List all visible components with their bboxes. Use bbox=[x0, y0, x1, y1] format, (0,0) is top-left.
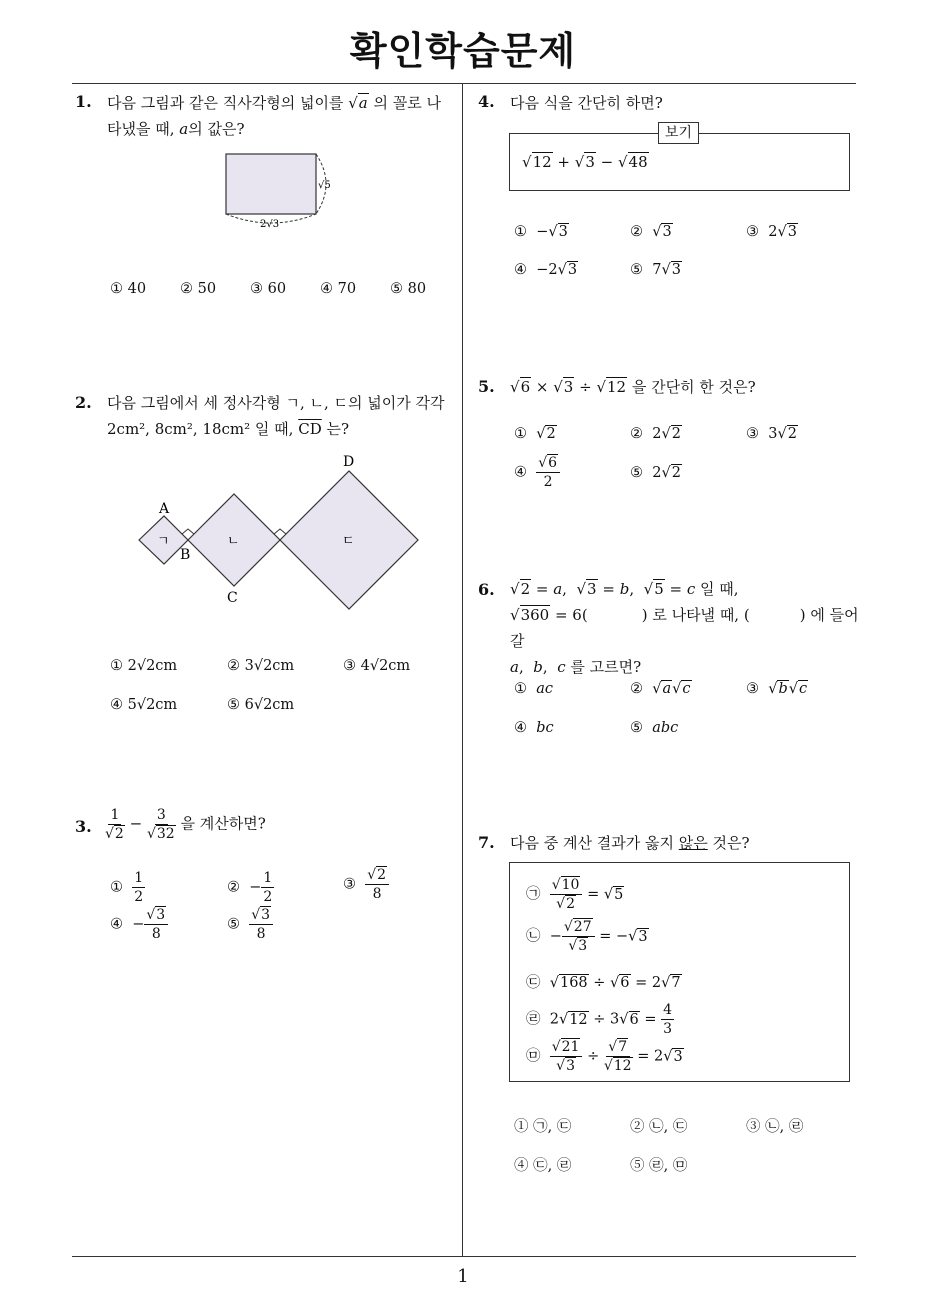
q1-var: a bbox=[179, 120, 189, 138]
q6-number: 6. bbox=[478, 580, 495, 599]
q3-stem: $\frac{1}{√2}$ − $\frac{3}{√32}$ 을 계산하면? bbox=[105, 807, 266, 842]
q2-option-3[interactable]: ③ 4√2cm bbox=[343, 658, 411, 674]
q7-option-3[interactable]: ③ ㉡, ㉣ bbox=[746, 1119, 804, 1135]
q2-number: 2. bbox=[75, 393, 92, 412]
q4-option-1[interactable]: ① −√3 bbox=[514, 224, 568, 240]
q6-line3-end: 를 고르면? bbox=[570, 658, 642, 676]
square-d-label: ㄷ bbox=[342, 534, 355, 549]
q2-squares-figure bbox=[132, 452, 432, 617]
label-c: C bbox=[227, 590, 238, 606]
q1-option-2[interactable]: ② 50 bbox=[180, 281, 217, 297]
q5-option-3[interactable]: ③ 3√2 bbox=[746, 426, 797, 442]
q6-option-1[interactable]: ① ac bbox=[514, 681, 553, 697]
q5-number: 5. bbox=[478, 377, 495, 396]
q6-line2-a: ) 로 나타낼 때, ( bbox=[641, 606, 750, 624]
q4-option-2[interactable]: ② √3 bbox=[630, 224, 672, 240]
q1-text-b: 의 꼴로 나 bbox=[373, 94, 442, 112]
q2-option-4[interactable]: ④ 5√2cm bbox=[110, 697, 178, 713]
q1-sqrt-a: √a bbox=[348, 94, 368, 112]
q4-box-tag: 보기 bbox=[658, 122, 699, 144]
q1-option-3[interactable]: ③ 60 bbox=[250, 281, 287, 297]
q5-stem: √6 × √3 ÷ √12 을 간단히 한 것은? bbox=[510, 378, 756, 396]
q7-option-4[interactable]: ④ ㉢, ㉣ bbox=[514, 1158, 572, 1174]
q7-option-2[interactable]: ② ㉡, ㉢ bbox=[630, 1119, 688, 1135]
q1-option-1[interactable]: ① 40 bbox=[110, 281, 147, 297]
q3-number: 3. bbox=[75, 817, 92, 836]
q2-option-1[interactable]: ① 2√2cm bbox=[110, 658, 178, 674]
q3-option-2[interactable]: ② − $\frac{1}{2}$ bbox=[227, 870, 273, 905]
q5-option-5[interactable]: ⑤ 2√2 bbox=[630, 465, 681, 481]
label-d: D bbox=[343, 454, 355, 470]
q3-option-1[interactable]: ① $\frac{1}{2}$ bbox=[110, 870, 144, 905]
q6-stem: √2 = a, √3 = b, √5 = c 일 때, √360 = 6( ) 로 나타낼 때, ( ) 에 들어갈 a, b, c 를 고르면? bbox=[510, 580, 859, 676]
q7-item-3: ㉢ √168 ÷ √6 = 2√7 bbox=[526, 975, 681, 991]
q4-stem: 다음 식을 간단히 하면? bbox=[510, 94, 663, 112]
q1-rectangle-figure bbox=[218, 148, 343, 230]
q6-option-3[interactable]: ③ √b√c bbox=[746, 681, 808, 697]
q5-option-1[interactable]: ① √2 bbox=[514, 426, 556, 442]
q2-stem bbox=[107, 390, 459, 442]
q6-line2-b: ) 에 들어갈 bbox=[510, 606, 859, 650]
square-n-label: ㄴ bbox=[227, 534, 240, 549]
q1-option-4[interactable]: ④ 70 bbox=[320, 281, 357, 297]
q7-number: 7. bbox=[478, 833, 495, 852]
q7-item-4: ㉣ 2√12 ÷ 3√6 = $\frac{4}{3}$ bbox=[526, 1002, 673, 1037]
page-number: 1 bbox=[457, 1266, 469, 1287]
q3-option-5[interactable]: ⑤ $\frac{√3}{8}$ bbox=[227, 906, 273, 943]
q7-stem: 다음 중 계산 결과가 옳지 않은 것은? bbox=[510, 834, 750, 852]
q2-text-b: 2cm², 8cm², 18cm² 일 때, bbox=[107, 420, 294, 438]
header-rule bbox=[72, 83, 856, 84]
q6-line1-end: 일 때, bbox=[700, 580, 739, 598]
q1-option-5[interactable]: ⑤ 80 bbox=[390, 281, 427, 297]
q2-option-5[interactable]: ⑤ 6√2cm bbox=[227, 697, 295, 713]
q1-stem bbox=[107, 90, 457, 142]
q1-text-d: 의 값은? bbox=[188, 120, 245, 138]
page-title: 확인학습문제 bbox=[349, 29, 577, 73]
q7-underlined-word: 않은 bbox=[678, 834, 708, 852]
q2-option-2[interactable]: ② 3√2cm bbox=[227, 658, 295, 674]
q7-option-5[interactable]: ⑤ ㉣, ㉤ bbox=[630, 1158, 688, 1174]
q4-option-5[interactable]: ⑤ 7√3 bbox=[630, 262, 681, 278]
square-g-label: ㄱ bbox=[157, 534, 170, 549]
q5-option-2[interactable]: ② 2√2 bbox=[630, 426, 681, 442]
q7-item-2: ㉡ − $\frac{√27}{√3}$ = −√3 bbox=[526, 919, 648, 954]
q7-option-1[interactable]: ① ㉠, ㉢ bbox=[514, 1119, 572, 1135]
q4-expression: √12 + √3 − √48 bbox=[522, 153, 648, 171]
q4-number: 4. bbox=[478, 92, 495, 111]
q6-option-4[interactable]: ④ bc bbox=[514, 720, 554, 736]
q7-item-1: ㉠ $\frac{√10}{√2}$ = √5 bbox=[526, 877, 624, 912]
label-a: A bbox=[159, 501, 170, 517]
q4-option-3[interactable]: ③ 2√3 bbox=[746, 224, 797, 240]
q5-suffix: 을 간단히 한 것은? bbox=[631, 378, 756, 396]
q6-option-2[interactable]: ② √a√c bbox=[630, 681, 691, 697]
q2-text-c: 는? bbox=[326, 420, 350, 438]
q6-option-5[interactable]: ⑤ abc bbox=[630, 720, 679, 736]
q2-segment: $\overline{CD}$ bbox=[298, 420, 322, 438]
q3-option-3[interactable]: ③ $\frac{√2}{8}$ bbox=[343, 866, 389, 903]
q1-text-a: 다음 그림과 같은 직사각형의 넓이를 bbox=[107, 94, 344, 112]
q1-side-label: √5 bbox=[318, 180, 331, 191]
q1-text-c: 타냈을 때, bbox=[107, 120, 175, 138]
footer-rule bbox=[72, 1256, 856, 1257]
q3-option-4[interactable]: ④ − $\frac{√3}{8}$ bbox=[110, 906, 168, 943]
q1-number: 1. bbox=[75, 92, 92, 111]
q5-option-4[interactable]: ④ $\frac{√6}{2}$ bbox=[514, 454, 560, 491]
q1-bottom-label: 2√3 bbox=[260, 219, 280, 230]
label-b: B bbox=[180, 547, 191, 563]
column-divider bbox=[462, 83, 463, 1256]
q1-rectangle bbox=[226, 154, 316, 214]
q3-suffix: 을 계산하면? bbox=[180, 814, 266, 833]
q7-item-5: ㉤ $\frac{√21}{√3}$ ÷ $\frac{√7}{√12}$ = 2√3 bbox=[526, 1039, 683, 1074]
q4-option-4[interactable]: ④ −2√3 bbox=[514, 262, 578, 278]
q2-text-a: 다음 그림에서 세 정사각형 ㄱ, ㄴ, ㄷ의 넓이가 각각 bbox=[107, 394, 445, 412]
